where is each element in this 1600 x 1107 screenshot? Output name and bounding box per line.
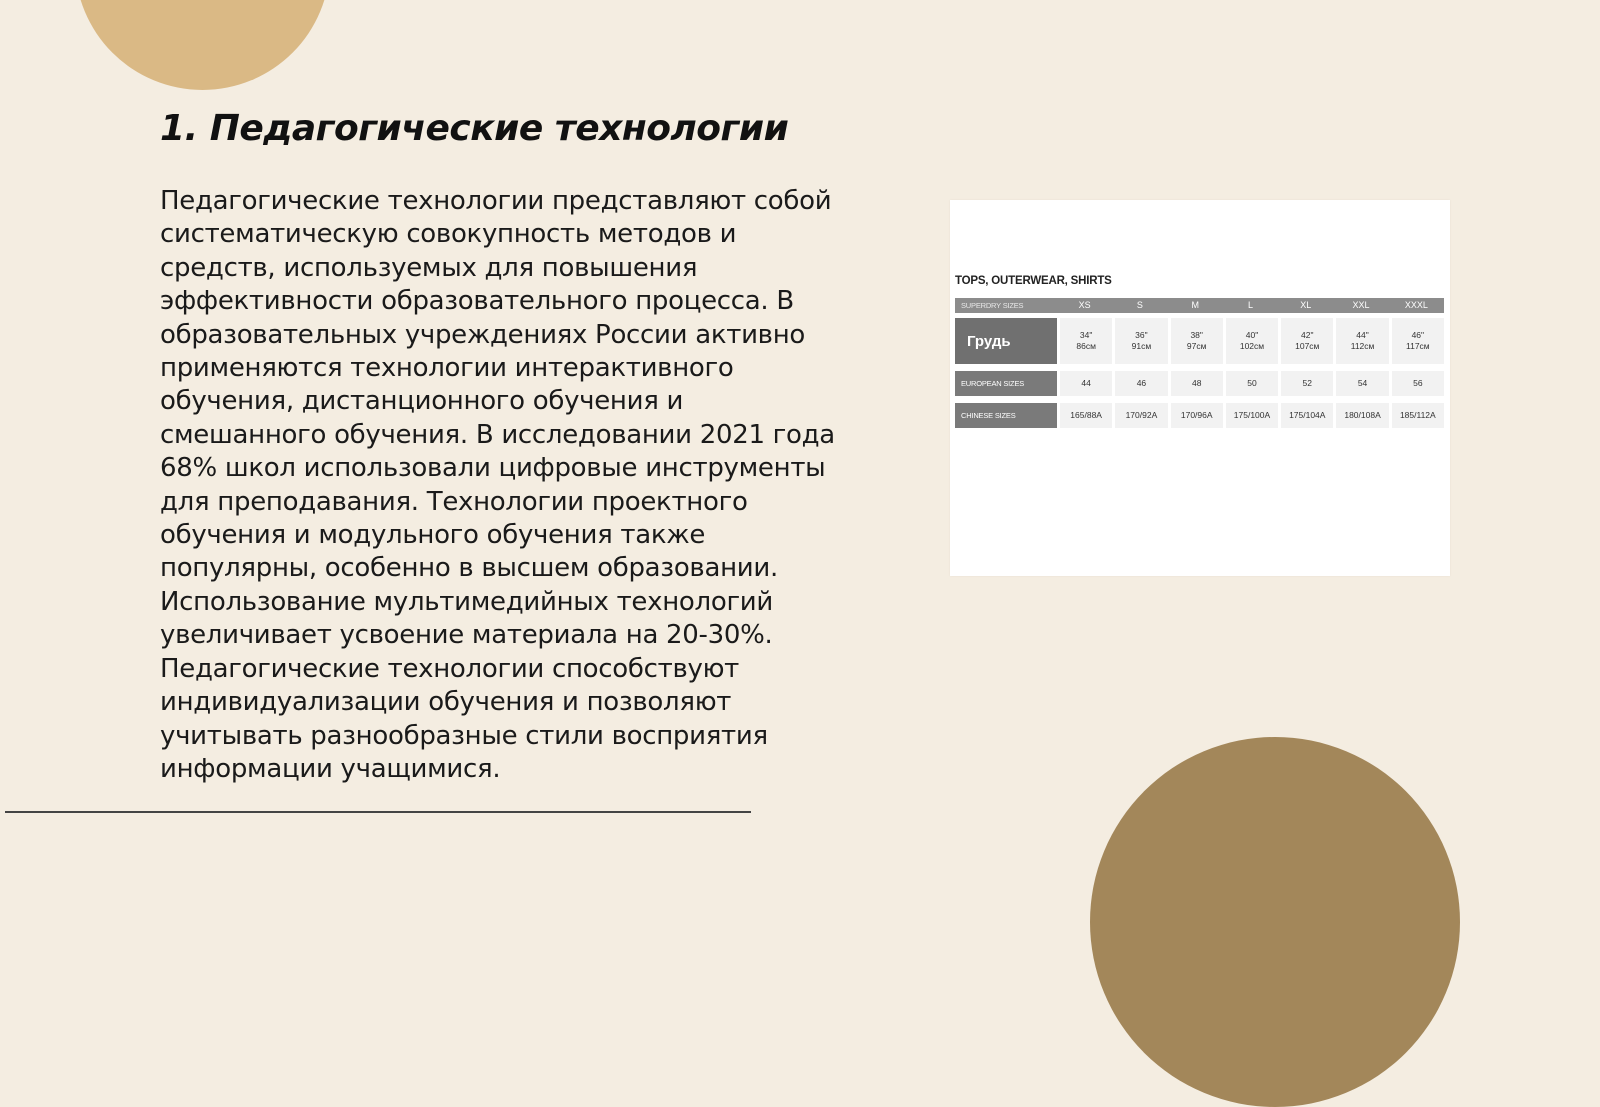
- size-header-cell: L: [1247, 300, 1253, 310]
- chinese-cell: 185/112A: [1392, 403, 1444, 428]
- chest-cell: 38" 97см: [1171, 318, 1223, 364]
- chinese-row: [955, 403, 1444, 428]
- size-chart-heading: TOPS, OUTERWEAR, SHIRTS: [955, 275, 1112, 287]
- european-cell: 50: [1226, 371, 1278, 396]
- chinese-cell: 170/92A: [1115, 403, 1167, 428]
- size-table-header-label: SUPERDRY SIZES: [961, 301, 1024, 310]
- chest-row: [955, 318, 1444, 364]
- size-chart-image: [950, 200, 1450, 576]
- chinese-cell: 175/100A: [1226, 403, 1278, 428]
- chest-cell: 46" 117см: [1392, 318, 1444, 364]
- chest-row-label: Грудь: [955, 318, 1057, 364]
- size-header-cell: XXXL: [1404, 300, 1428, 310]
- european-row: [955, 371, 1444, 396]
- divider-line: [5, 811, 751, 813]
- decorative-circle-bottom: [1090, 737, 1460, 1107]
- european-cell: 48: [1171, 371, 1223, 396]
- slide-body-text: Педагогические технологии представляют собой систематическую совокупность методов и средств, используемых для повышения эффективности образовательного процесса. В образовательных учреждениях России активно применяются технологии интерактивного обучения, дистанционного обучения и смешанного обучения. В исследовании 2021 года 68% школ использовали цифровые инструменты для преподавания. Технологии проектного обучения и модульного обучения также популярны, особенно в высшем образовании. Использование мультимедийных технологий увеличивает усвоение материала на 20-30%. Педагогические технологии способствуют индивидуализации обучения и позволяют учитывать разнообразные стили восприятия информации учащимися.: [160, 186, 835, 784]
- european-cell: 56: [1392, 371, 1444, 396]
- chinese-cell: 170/96A: [1171, 403, 1223, 428]
- european-row-label: EUROPEAN SIZES: [955, 371, 1057, 396]
- size-header-cell: XL: [1300, 300, 1312, 310]
- european-cells: [1057, 371, 1444, 396]
- chinese-row-label: CHINESE SIZES: [955, 403, 1057, 428]
- size-table: [955, 298, 1444, 428]
- chinese-cell: 165/88A: [1060, 403, 1112, 428]
- chest-cells: [1057, 318, 1444, 364]
- chest-cell: 34" 86см: [1060, 318, 1112, 364]
- decorative-circle-top: [75, 0, 330, 90]
- chest-cell: 36" 91см: [1115, 318, 1167, 364]
- size-header-cell: S: [1136, 300, 1143, 310]
- size-header-cell: M: [1191, 300, 1199, 310]
- chest-cell: 44" 112см: [1336, 318, 1388, 364]
- chest-cell: 42" 107см: [1281, 318, 1333, 364]
- chinese-cell: 180/108A: [1336, 403, 1388, 428]
- slide-title: 1. Педагогические технологии: [160, 108, 789, 149]
- european-cell: 46: [1115, 371, 1167, 396]
- size-header-cell: XS: [1078, 300, 1091, 310]
- chinese-cells: [1057, 403, 1444, 428]
- chinese-cell: 175/104A: [1281, 403, 1333, 428]
- european-cell: 44: [1060, 371, 1112, 396]
- european-cell: 52: [1281, 371, 1333, 396]
- size-header-cells: [1057, 298, 1444, 313]
- size-table-header-row: [955, 298, 1444, 313]
- size-header-cell: XXL: [1352, 300, 1370, 310]
- european-cell: 54: [1336, 371, 1388, 396]
- chest-cell: 40" 102см: [1226, 318, 1278, 364]
